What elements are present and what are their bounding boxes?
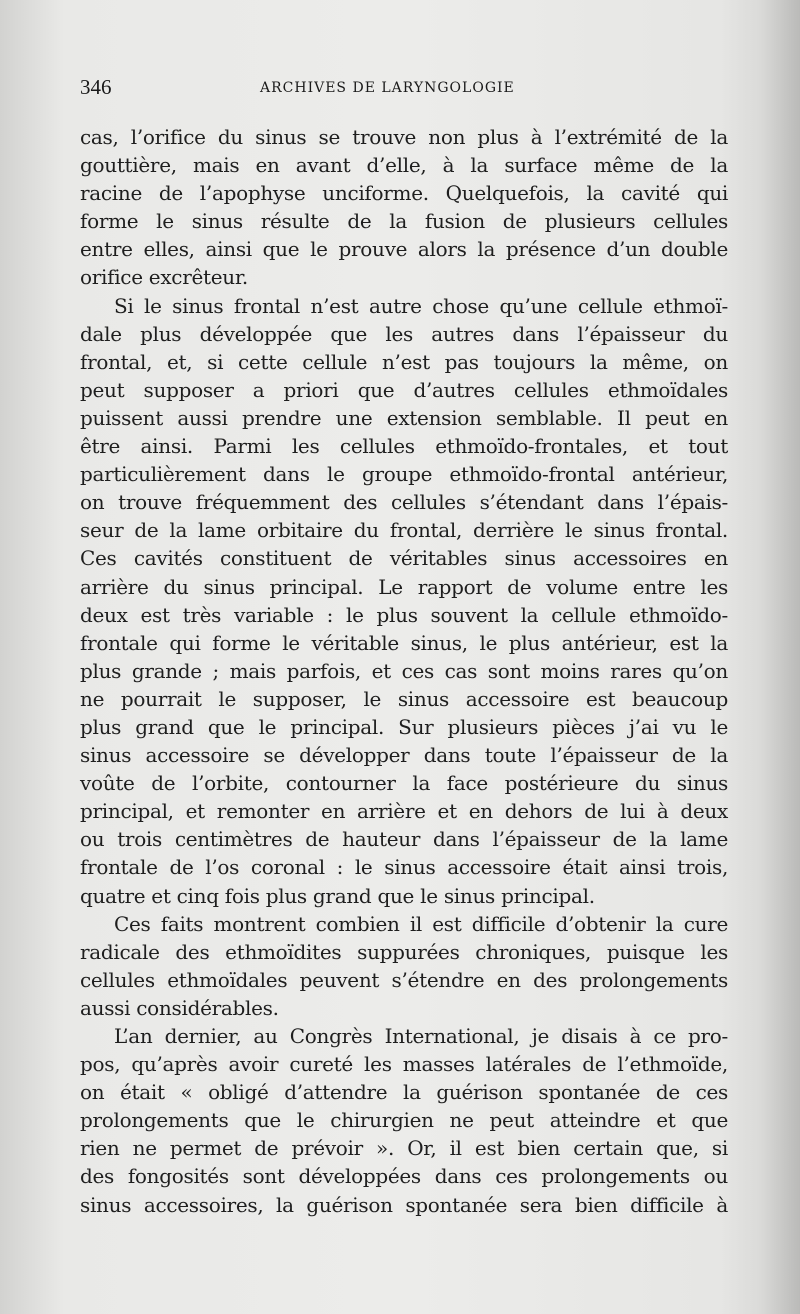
text-line: sinus accessoires, la guérison spontanée sera bien difficile à [80,1192,728,1217]
text-line: principal, et remonter en arrière et en dehors de lui à deux [80,799,728,824]
text-line: arrière du sinus principal. Le rapport de volume entre les [80,574,728,599]
text-line: ou trois centimètres de hauteur dans l’épaisseur de la lame [80,827,728,852]
text-line: forme le sinus résulte de la fusion de plusieurs cellules [80,209,728,234]
text-line: ne pourrait le supposer, le sinus accessoire est beaucoup [80,686,728,711]
page-number: 346 [80,75,112,99]
text-line: cellules ethmoïdales peuvent s’étendre en des prolongements [80,967,728,992]
text-line: Ces cavités constituent de véritables sinus accessoires en [80,546,728,571]
text-line: frontale de l’os coronal : le sinus accessoire était ainsi trois, [80,855,728,880]
text-line: frontal, et, si cette cellule n’est pas toujours la même, on [80,349,728,374]
text-line: puissent aussi prendre une extension semblable. Il peut en [80,405,728,430]
text-line: prolongements que le chirurgien ne peut atteindre et que [80,1108,728,1133]
text-line: dale plus développée que les autres dans l’épaisseur du [80,321,728,346]
text-line: particulièrement dans le groupe ethmoïdo-frontal antérieur, [80,462,728,487]
text-line: voûte de l’orbite, contourner la face postérieure du sinus [80,771,728,796]
text-line: rien ne permet de prévoir ». Or, il est bien certain que, si [80,1136,728,1161]
text-line: L’an dernier, au Congrès International, je disais à ce pro- [114,1024,728,1048]
text-line: plus grande ; mais parfois, et ces cas sont moins rares qu’on [80,658,728,683]
text-line: entre elles, ainsi que le prouve alors la présence d’un double [80,237,728,262]
text-line: sinus accessoire se développer dans toute l’épaisseur de la [80,743,728,768]
body-text [80,123,728,1219]
text-line: cas, l’orifice du sinus se trouve non plus à l’extrémité de la [80,125,728,149]
text-line: Si le sinus frontal n’est autre chose qu’une cellule ethmoï- [114,293,728,318]
text-line: racine de l’apophyse unciforme. Quelquefois, la cavité qui [80,181,728,206]
text-line: on trouve fréquemment des cellules s’étendant dans l’épais- [80,490,728,515]
page-header [80,74,740,104]
text-line: aussi considérables. [80,995,279,1020]
running-head: ARCHIVES DE LARYNGOLOGIE [260,80,515,96]
text-line: frontale qui forme le véritable sinus, le plus antérieur, est la [80,630,728,655]
text-line: pos, qu’après avoir cureté les masses latérales de l’ethmoïde, [80,1052,728,1077]
text-line: radicale des ethmoïdites suppurées chroniques, puisque les [80,939,728,964]
text-line: des fongosités sont développées dans ces prolongements ou [80,1164,728,1189]
text-line: on était « obligé d’attendre la guérison spontanée de ces [80,1080,728,1105]
text-line: seur de la lame orbitaire du frontal, derrière le sinus frontal. [80,518,728,543]
text-line: être ainsi. Parmi les cellules ethmoïdo-frontales, et tout [80,434,728,459]
text-line: peut supposer a priori que d’autres cellules ethmoïdales [80,377,728,402]
text-line: deux est très variable : le plus souvent la cellule ethmoïdo- [80,602,728,627]
text-line: quatre et cinq fois plus grand que le sinus principal. [80,883,595,908]
spine-shadow [760,0,800,1314]
text-line: plus grand que le principal. Sur plusieurs pièces j’ai vu le [80,714,728,739]
text-line: Ces faits montrent combien il est difficile d’obtenir la cure [114,911,728,936]
text-line: gouttière, mais en avant d’elle, à la surface même de la [80,153,728,178]
text-line: orifice excrêteur. [80,265,248,290]
